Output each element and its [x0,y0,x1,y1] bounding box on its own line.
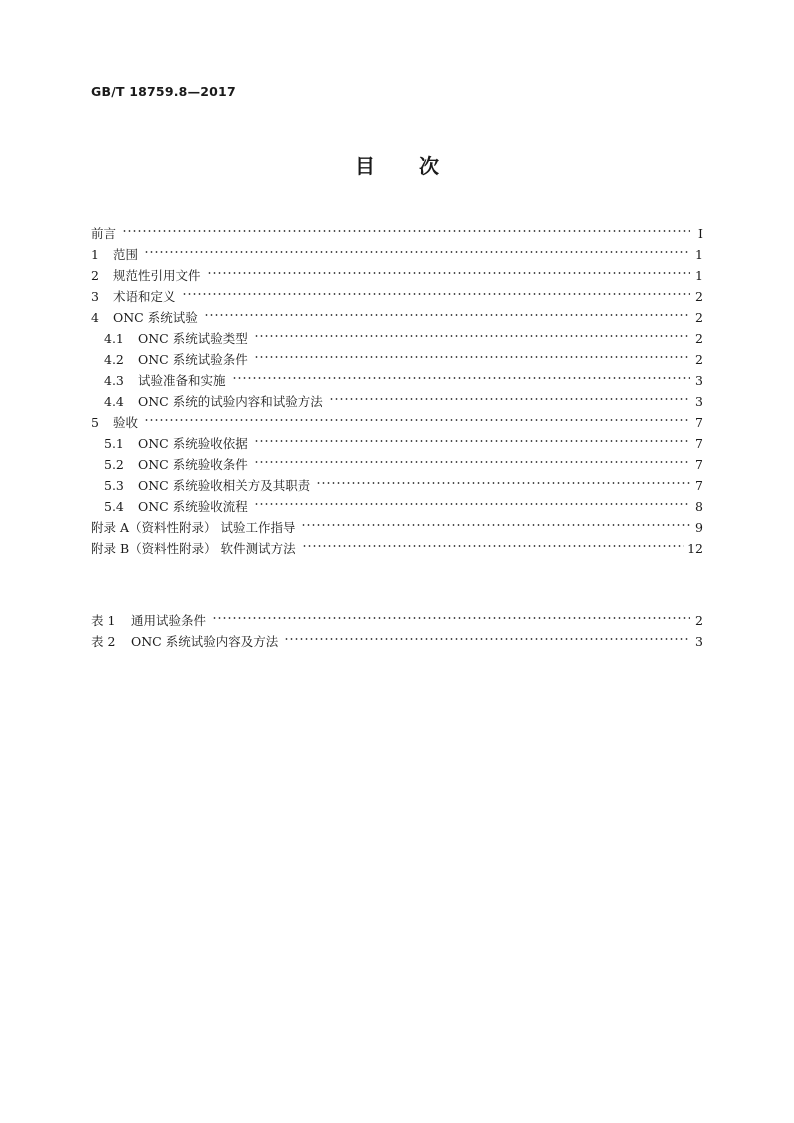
page-title-char-1: 目 [355,154,375,178]
toc-entry-page: 8 [695,499,703,514]
toc-entry-table-1[interactable] [91,604,703,628]
toc-entry-number: 4.4 [104,394,124,409]
toc-entry-text: ONC 系统验收依据 [138,436,248,451]
toc-leader-dots [282,625,693,646]
toc-entry-text: 试验准备和实施 [138,373,226,388]
toc-entry-page: 2 [695,310,703,325]
toc-entry-text: 术语和定义 [113,289,176,304]
toc-entry-text: 验收 [113,415,139,430]
toc-entry-text: ONC 系统试验内容及方法 [131,634,279,649]
toc-entry-text: ONC 系统的试验内容和试验方法 [138,394,323,409]
toc-entry-number: 5.2 [104,457,124,472]
toc-entry-text: 范围 [113,247,139,262]
toc-entry-normative-references[interactable] [91,259,703,283]
toc-leader-dots [327,385,693,406]
toc-entry-text: 前言 [91,226,117,241]
toc-entry-number: 4 [91,310,99,325]
toc-leader-dots [142,238,693,259]
toc-entry-number: 表 1 [91,613,116,628]
toc-leader-dots [205,259,693,280]
toc-entry-page: 2 [695,613,703,628]
toc-leader-dots [252,490,693,511]
table-of-contents [91,217,703,556]
toc-entry-terms-definitions[interactable] [91,280,703,304]
toc-entry-number: 3 [91,289,99,304]
toc-entry-text: ONC 系统验收条件 [138,457,248,472]
toc-entry-acceptance[interactable] [91,406,703,430]
toc-entry-page: 9 [695,520,703,535]
toc-leader-dots [202,301,693,322]
toc-entry-text: ONC 系统试验类型 [138,331,248,346]
standard-code: GB/T 18759.8—2017 [91,84,236,99]
toc-entry-page: 2 [695,289,703,304]
toc-entry-text: 附录 B（资料性附录） 软件测试方法 [91,541,296,556]
toc-entry-text: 规范性引用文件 [113,268,201,283]
toc-entry-number: 4.2 [104,352,124,367]
toc-entry-scope[interactable] [91,238,703,262]
toc-entry-foreword[interactable] [91,217,703,241]
toc-entry-text: 通用试验条件 [131,613,207,628]
toc-entry-page: Ⅰ [698,226,703,241]
toc-leader-dots [180,280,693,301]
toc-entry-number: 表 2 [91,634,116,649]
toc-entry-text: 附录 A（资料性附录） 试验工作指导 [91,520,296,535]
toc-entry-number: 5.1 [104,436,124,451]
page-title-char-2: 次 [419,154,439,178]
list-of-tables [91,604,703,649]
toc-entry-page: 7 [695,436,703,451]
toc-entry-page: 3 [695,373,703,388]
toc-entry-onc-system-test[interactable] [91,301,703,325]
toc-leader-dots [252,343,693,364]
toc-entry-page: 2 [695,331,703,346]
page-title [0,150,794,179]
toc-entry-number: 4.1 [104,331,124,346]
toc-entry-number: 5 [91,415,99,430]
toc-entry-page: 7 [695,457,703,472]
toc-entry-page: 7 [695,415,703,430]
toc-leader-dots [300,532,687,553]
toc-leader-dots [230,364,693,385]
toc-leader-dots [252,448,693,469]
toc-leader-dots [210,604,693,625]
toc-entry-number: 4.3 [104,373,124,388]
toc-entry-page: 3 [695,634,703,649]
toc-leader-dots [252,322,693,343]
toc-leader-dots [142,406,693,427]
toc-entry-page: 1 [695,268,703,283]
toc-leader-dots [314,469,693,490]
toc-entry-page: 7 [695,478,703,493]
toc-leader-dots [299,511,693,532]
toc-entry-5-1[interactable] [91,427,703,451]
toc-entry-text: ONC 系统验收相关方及其职责 [138,478,311,493]
toc-leader-dots [252,427,693,448]
toc-entry-number: 1 [91,247,99,262]
toc-entry-page: 3 [695,394,703,409]
toc-entry-page: 1 [695,247,703,262]
toc-entry-text: ONC 系统验收流程 [138,499,248,514]
toc-entry-page: 12 [687,541,703,556]
toc-entry-number: 5.4 [104,499,124,514]
toc-entry-number: 5.3 [104,478,124,493]
toc-entry-page: 2 [695,352,703,367]
toc-leader-dots [120,217,693,238]
toc-entry-number: 2 [91,268,99,283]
toc-entry-text: ONC 系统试验 [113,310,198,325]
toc-entry-text: ONC 系统试验条件 [138,352,248,367]
